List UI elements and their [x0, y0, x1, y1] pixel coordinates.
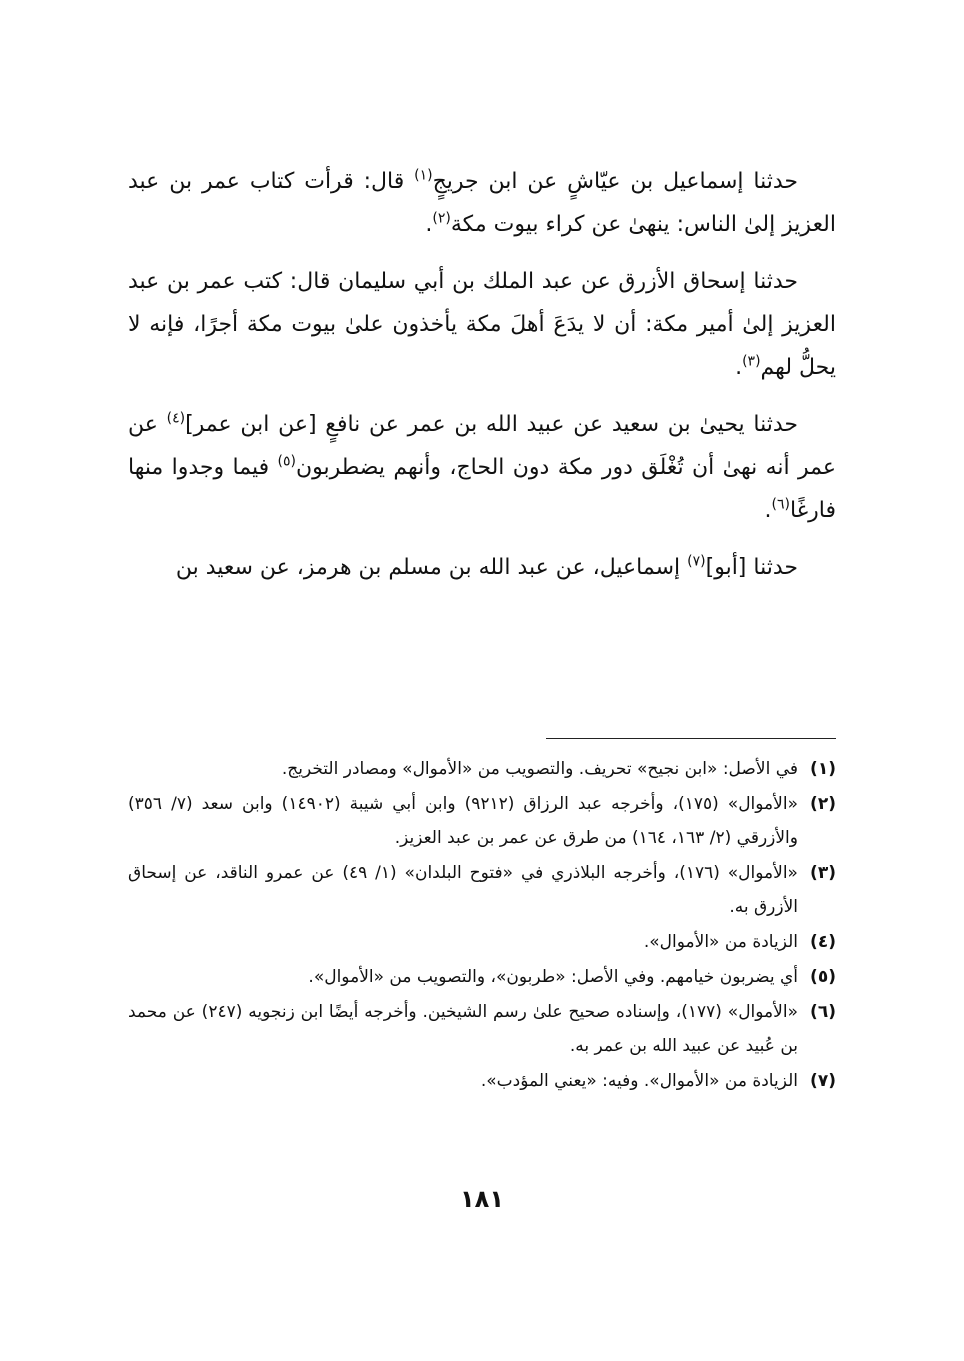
paragraph-2: [128, 260, 836, 389]
paragraph-text: حدثنا إسحاق الأزرق عن عبد الملك بن أبي سليمان قال: كتب عمر بن عبد العزيز إلىٰ أمير مكة: أن لا يدَعَ أهلَ مكة يأخذون علىٰ بيوت مكة أجرًا، فإنه لا يحلُّ لهم: [128, 269, 836, 380]
footnote-text: الزيادة من «الأموال».: [643, 932, 798, 952]
paragraph-text: حدثنا [أبو]: [705, 555, 798, 580]
footnote-ref: (٧): [687, 553, 706, 570]
footnote-number: (١): [810, 759, 836, 779]
footnote-number: (٣): [810, 863, 836, 883]
footnote-separator: [546, 738, 836, 739]
footnote-1: [128, 752, 836, 786]
paragraph-text: حدثنا إسماعيل بن عيّاشٍ عن ابن جريجٍ: [432, 169, 798, 194]
footnote-6: [128, 995, 836, 1063]
paragraph-text: .: [735, 355, 743, 380]
footnote-text: في الأصل: «ابن نجيح» تحريف. والتصويب من «الأموال» ومصادر التخريج.: [281, 759, 798, 779]
footnote-number: (٦): [810, 1002, 836, 1022]
paragraph-text: .: [425, 212, 433, 237]
footnote-ref: (٤): [166, 410, 186, 427]
paragraph-4: [128, 546, 836, 589]
footnote-2: [128, 787, 836, 855]
footnote-ref: (٢): [432, 210, 451, 227]
paragraph-text: فيما وجدوا منها فارغًا: [128, 455, 836, 523]
paragraph-text: .: [764, 498, 772, 523]
footnotes-list: [128, 752, 836, 1099]
page-number: ١٨١: [460, 1185, 504, 1213]
paragraph-text: عن عمر أنه نهىٰ أن تُغْلَق دور مكة دون الحاج، وأنهم يضطربون: [128, 412, 836, 480]
footnote-number: (٢): [810, 794, 836, 814]
footnote-number: (٥): [810, 967, 836, 987]
footnote-ref: (٣): [742, 353, 761, 370]
paragraph-text: إسماعيل، عن عبد الله بن مسلم بن هرمز، عن سعيد بن: [175, 555, 688, 580]
footnote-text: «الأموال» (١٧٦)، وأخرجه البلاذري في «فتوح البلدان» (١/ ٤٩) عن عمرو الناقد، عن إسحاق الأزرق به.: [128, 863, 798, 917]
footnote-3: [128, 856, 836, 924]
footnote-text: الزيادة من «الأموال». وفيه: «يعني المؤدب».: [480, 1071, 798, 1091]
footnote-text: «الأموال» (١٧٧)، وإسناده صحيح علىٰ رسم الشيخين. وأخرجه أيضًا ابن زنجويه (٢٤٧) عن محمد بن عُبيد عن عبيد الله بن عمر به.: [128, 1002, 798, 1056]
paragraph-text: حدثنا يحيىٰ بن سعيد عن عبيد الله بن عمر عن نافعٍ [عن ابن عمر]: [185, 412, 799, 437]
paragraph-3: [128, 403, 836, 532]
footnote-text: «الأموال» (١٧٥)، وأخرجه عبد الرزاق (٩٢١٢) وابن أبي شيبة (١٤٩٠٢) وابن سعد (٧/ ٣٥٦) والأزرقي (٢/ ١٦٣، ١٦٤) من طرق عن عمر بن عبد العزيز.: [128, 794, 798, 848]
footnote-7: [128, 1064, 836, 1098]
footnote-ref: (٥): [277, 453, 296, 470]
footnote-text: أي يضربون خيامهم. وفي الأصل: «طربون»، والتصويب من «الأموال».: [308, 967, 798, 987]
footnote-number: (٤): [810, 932, 836, 952]
footnote-number: (٧): [810, 1071, 836, 1091]
paragraph-1: [128, 160, 836, 246]
footnote-5: [128, 960, 836, 994]
footnote-ref: (٦): [771, 496, 790, 513]
main-text: [128, 160, 836, 603]
footnote-ref: (١): [414, 167, 433, 184]
footnote-4: [128, 925, 836, 959]
paragraph-text: قال: قرأت كتاب عمر بن عبد العزيز إلىٰ الناس: ينهىٰ عن كراء بيوت مكة: [128, 169, 836, 237]
